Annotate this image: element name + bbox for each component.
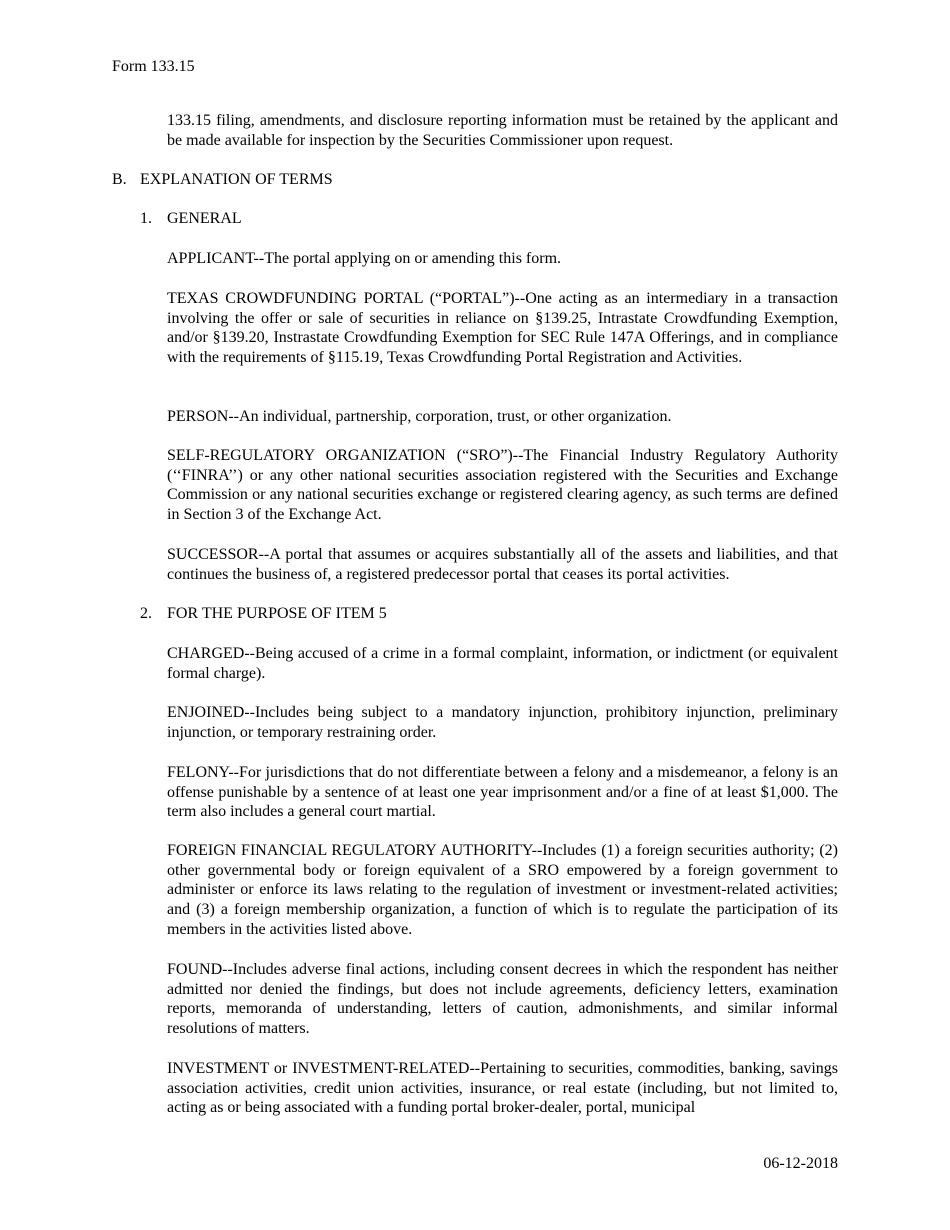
subsection-2-heading: [140, 604, 387, 624]
subsection-2-marker: 2.: [140, 605, 152, 622]
subsection-1-marker: 1.: [140, 210, 152, 227]
term-found: FOUND--Includes adverse final actions, including consent decrees in which the respondent has neither admitted nor denied the findings, but does not include agreements, deficiency letters, examination reports, memoranda of understanding, letters of caution, admonishments, and similar informal resolutions of matters.: [167, 961, 838, 1038]
term-person: PERSON--An individual, partnership, corporation, trust, or other organization.: [167, 408, 672, 425]
term-charged: CHARGED--Being accused of a crime in a formal complaint, information, or indictment (or equivalent formal charge).: [167, 645, 838, 682]
term-applicant: APPLICANT--The portal applying on or amending this form.: [167, 250, 562, 267]
subsection-1-heading: [140, 209, 242, 229]
term-felony: FELONY--For jurisdictions that do not differentiate between a felony and a misdemeanor, a felony is an offense punishable by a sentence of at least one year imprisonment and/or a fine of at least $1,000. The term also includes a general court martial.: [167, 764, 838, 821]
term-investment-related: INVESTMENT or INVESTMENT-RELATED--Pertaining to securities, commodities, banking, savings association activities, credit union activities, insurance, or real estate (including, but not limited to, acting as or being associated with a funding portal broker-dealer, portal, municipal: [167, 1060, 838, 1117]
term-successor: SUCCESSOR--A portal that assumes or acquires substantially all of the assets and liabilities, and that continues the business of, a registered predecessor portal that ceases its portal activities.: [167, 546, 838, 583]
section-b-heading: [112, 170, 333, 190]
subsection-1-title: GENERAL: [167, 210, 242, 227]
page-footer-date: 06-12-2018: [763, 1155, 838, 1172]
term-texas-crowdfunding-portal: TEXAS CROWDFUNDING PORTAL (“PORTAL”)--One acting as an intermediary in a transaction involving the offer or sale of securities in reliance on §139.25, Intrastate Crowdfunding Exemption, and/or §139.20, Instrastate Crowdfunding Exemption for SEC Rule 147A Offerings, and in compliance with the requirements of §115.19, Texas Crowdfunding Portal Registration and Activities.: [167, 290, 838, 367]
section-b-title: EXPLANATION OF TERMS: [140, 171, 333, 188]
term-enjoined: ENJOINED--Includes being subject to a mandatory injunction, prohibitory injunction, preliminary injunction, or temporary restraining order.: [167, 704, 838, 741]
term-foreign-financial-regulatory-authority: FOREIGN FINANCIAL REGULATORY AUTHORITY--Includes (1) a foreign securities authority; (2) other governmental body or foreign equivalent of a SRO empowered by a foreign government to administer or enforce its laws relating to the regulation of investment or investment-related activities; and (3) a foreign membership organization, a function of which is to regulate the participation of its members in the activities listed above.: [167, 842, 838, 938]
page-header: Form 133.15: [112, 58, 195, 75]
subsection-2-title: FOR THE PURPOSE OF ITEM 5: [167, 605, 387, 622]
term-self-regulatory-organization: SELF-REGULATORY ORGANIZATION (“SRO”)--The Financial Industry Regulatory Authority (‘‘FINRA’’) or any other national securities association registered with the Securities and Exchange Commission or any national securities exchange or registered clearing agency, as such terms are defined in Section 3 of the Exchange Act.: [167, 447, 838, 524]
section-b-marker: B.: [112, 171, 127, 188]
intro-paragraph: 133.15 filing, amendments, and disclosure reporting information must be retained by the applicant and be made available for inspection by the Securities Commissioner upon request.: [167, 112, 838, 149]
